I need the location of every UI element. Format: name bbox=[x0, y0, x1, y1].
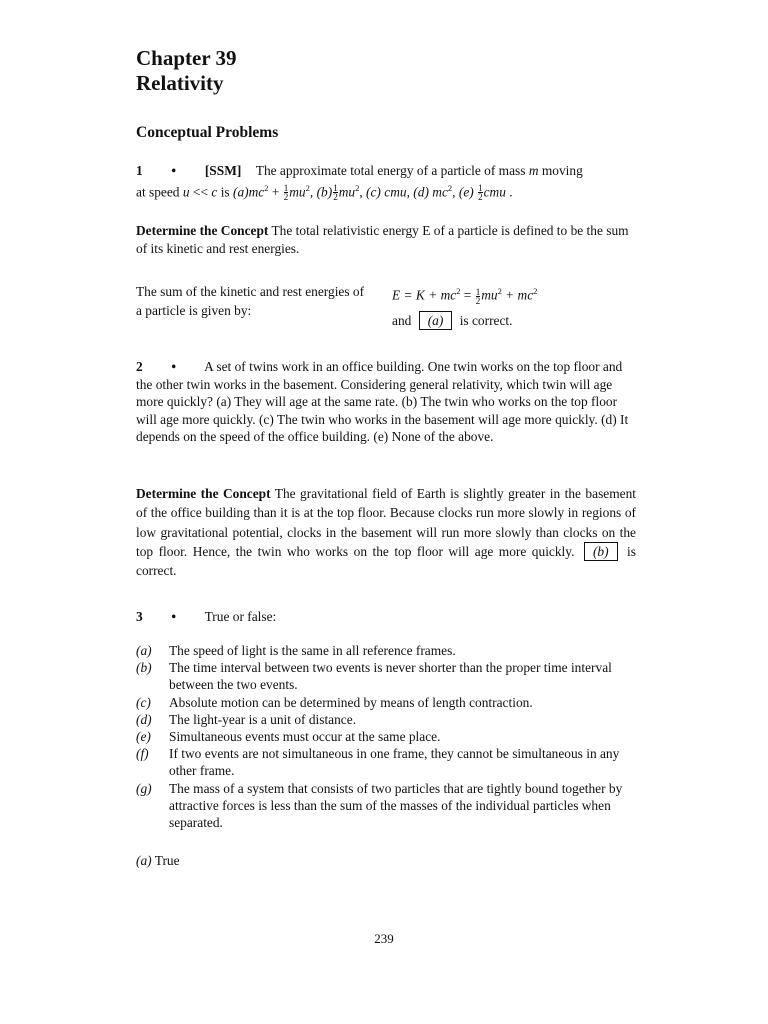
equation-description: The sum of the kinetic and rest energies of a particle is given by: bbox=[136, 284, 365, 318]
option-expr: mc bbox=[432, 183, 448, 199]
item-label: (e) bbox=[136, 729, 151, 745]
answer-box: (b) bbox=[584, 542, 618, 561]
problem-text: at speed bbox=[136, 183, 180, 199]
item-label: (g) bbox=[136, 780, 152, 796]
item-label: (b) bbox=[136, 660, 152, 676]
option-label: (a) bbox=[233, 183, 249, 199]
exponent: 2 bbox=[456, 286, 461, 296]
item-text: Simultaneous events must occur at the same place. bbox=[169, 729, 441, 745]
exponent: 2 bbox=[264, 182, 269, 193]
fraction-half bbox=[478, 184, 483, 201]
answer-label: (a) bbox=[136, 853, 152, 868]
option-label: (c) bbox=[366, 183, 381, 199]
denominator: 2 bbox=[478, 192, 483, 203]
option-expr: mu bbox=[289, 183, 306, 199]
formula-plus: + mc bbox=[501, 287, 534, 303]
difficulty-bullet: • bbox=[171, 163, 177, 178]
and-text: and bbox=[392, 312, 412, 328]
numerator: 1 bbox=[478, 183, 483, 194]
item-text: Absolute motion can be determined by means of length contraction. bbox=[169, 694, 533, 710]
concept-label: Determine the Concept bbox=[136, 486, 271, 501]
option-expr: cmu, bbox=[384, 183, 410, 199]
numerator: 1 bbox=[475, 286, 481, 297]
chapter-title: Relativity bbox=[136, 71, 224, 95]
problem-text: is bbox=[220, 183, 230, 199]
concept-1 bbox=[136, 222, 636, 257]
is-correct-text: is correct. bbox=[459, 312, 513, 328]
formula-mu: mu bbox=[481, 287, 498, 303]
difficulty-bullet: • bbox=[171, 609, 177, 624]
exponent: 2 bbox=[305, 182, 310, 193]
item-label: (c) bbox=[136, 694, 151, 710]
answer-text: True bbox=[154, 853, 180, 868]
numerator: 1 bbox=[333, 183, 338, 194]
option-expr: mc bbox=[248, 183, 265, 199]
answer-a bbox=[136, 852, 636, 870]
problem-1: 1 • [SSM] The approximate total energy of a particle of mass m moving at speed u << c is $(a)mc^2$ + $\frac{1}{2}$ $mu^2$, (b) $\frac{1}{2}$ $mu^2$, (c) cmu, (d) $mc^2$, (e) $\frac{1}{2}$ cmu . bbox=[136, 163, 583, 203]
ssm-tag: [SSM] bbox=[204, 163, 242, 178]
problem-2 bbox=[136, 358, 636, 446]
item-label: (d) bbox=[136, 711, 152, 727]
chapter-number: Chapter 39 bbox=[136, 46, 237, 70]
concept-text: The gravitational field of Earth is slightly greater in the basement of the office building than it is at the top floor. Because clocks run more slowly in regions of low gravitational potential, clocks in the basement will run more slowly than clocks on the top floor. Hence, the twin who works on the top floor will age more quickly. bbox=[136, 486, 636, 559]
formula-equals: = bbox=[460, 287, 475, 303]
denominator: 2 bbox=[333, 192, 338, 203]
problem-number: 3 bbox=[136, 609, 143, 624]
equation bbox=[392, 282, 632, 330]
problem-number: 1 bbox=[136, 163, 143, 178]
problem-text: A set of twins work in an office building. One twin works on the top floor and the other twin works in the basement. Considering general relativity, which twin will age more quickly? (a) They will age at the same rate. (b) The twin who works on the top floor will age more quickly. (c) The twin who works in the basement will age more quickly. (d) It depends on the speed of the office building. (e) None of the above. bbox=[136, 359, 629, 444]
item-text: If two events are not simultaneous in one frame, they cannot be simultaneous in any other frame. bbox=[169, 746, 620, 779]
section-heading: Conceptual Problems bbox=[136, 124, 279, 141]
option-expr: mu bbox=[338, 183, 356, 199]
item-text: The speed of light is the same in all reference frames. bbox=[169, 643, 456, 658]
is-correct-text: is correct. bbox=[136, 543, 636, 579]
exponent: 2 bbox=[497, 286, 502, 296]
list-item bbox=[136, 728, 636, 745]
problem-number: 2 bbox=[136, 359, 143, 374]
item-text: The mass of a system that consists of two particles that are tightly bound together by attractive forces is less than the sum of the masses of the individual particles when separated. bbox=[169, 780, 623, 831]
concept-2 bbox=[136, 484, 636, 580]
fraction-half bbox=[333, 184, 338, 201]
problem-text: << bbox=[192, 183, 209, 199]
variable-u: u bbox=[182, 183, 190, 199]
option-label: (e) bbox=[458, 183, 474, 199]
item-text: The light-year is a unit of distance. bbox=[169, 711, 357, 727]
difficulty-bullet: • bbox=[171, 359, 177, 374]
fraction-half bbox=[476, 288, 481, 305]
list-item bbox=[136, 745, 636, 779]
item-label: (a) bbox=[136, 643, 152, 658]
list-item bbox=[136, 711, 636, 728]
concept-label: Determine the Concept bbox=[136, 223, 269, 238]
exponent: 2 bbox=[533, 286, 538, 296]
problem-prompt: True or false: bbox=[204, 609, 277, 624]
item-label: (f) bbox=[136, 746, 149, 762]
exponent: 2 bbox=[355, 182, 360, 193]
option-label: (b) bbox=[316, 183, 333, 199]
answer-box: (a) bbox=[419, 311, 453, 330]
problem-3 bbox=[136, 608, 636, 626]
list-item bbox=[136, 642, 636, 659]
concept-text: The total relativistic energy E of a particle is defined to be the sum of its kinetic and rest energies. bbox=[136, 223, 629, 256]
problem-text: moving bbox=[541, 163, 583, 178]
numerator: 1 bbox=[283, 183, 289, 194]
formula-lhs: E = K + mc bbox=[392, 287, 457, 303]
document-page bbox=[136, 46, 636, 868]
list-item bbox=[136, 659, 636, 693]
fraction-half bbox=[284, 184, 289, 201]
item-text: The time interval between two events is never shorter than the proper time interval between the two events. bbox=[169, 660, 612, 693]
variable-c: c bbox=[211, 183, 218, 199]
option-expr: cmu bbox=[483, 183, 506, 199]
exponent: 2 bbox=[447, 182, 453, 193]
denominator: 2 bbox=[475, 295, 481, 306]
list-item bbox=[136, 780, 636, 832]
list-item bbox=[136, 694, 636, 711]
answer-line bbox=[392, 311, 632, 330]
page-number: 239 bbox=[374, 931, 394, 946]
denominator: 2 bbox=[283, 192, 289, 203]
problem-text: The approximate total energy of a particle of mass bbox=[255, 163, 526, 178]
true-false-list bbox=[136, 642, 636, 831]
option-label: (d) bbox=[413, 183, 429, 199]
variable-m: m bbox=[528, 163, 539, 178]
